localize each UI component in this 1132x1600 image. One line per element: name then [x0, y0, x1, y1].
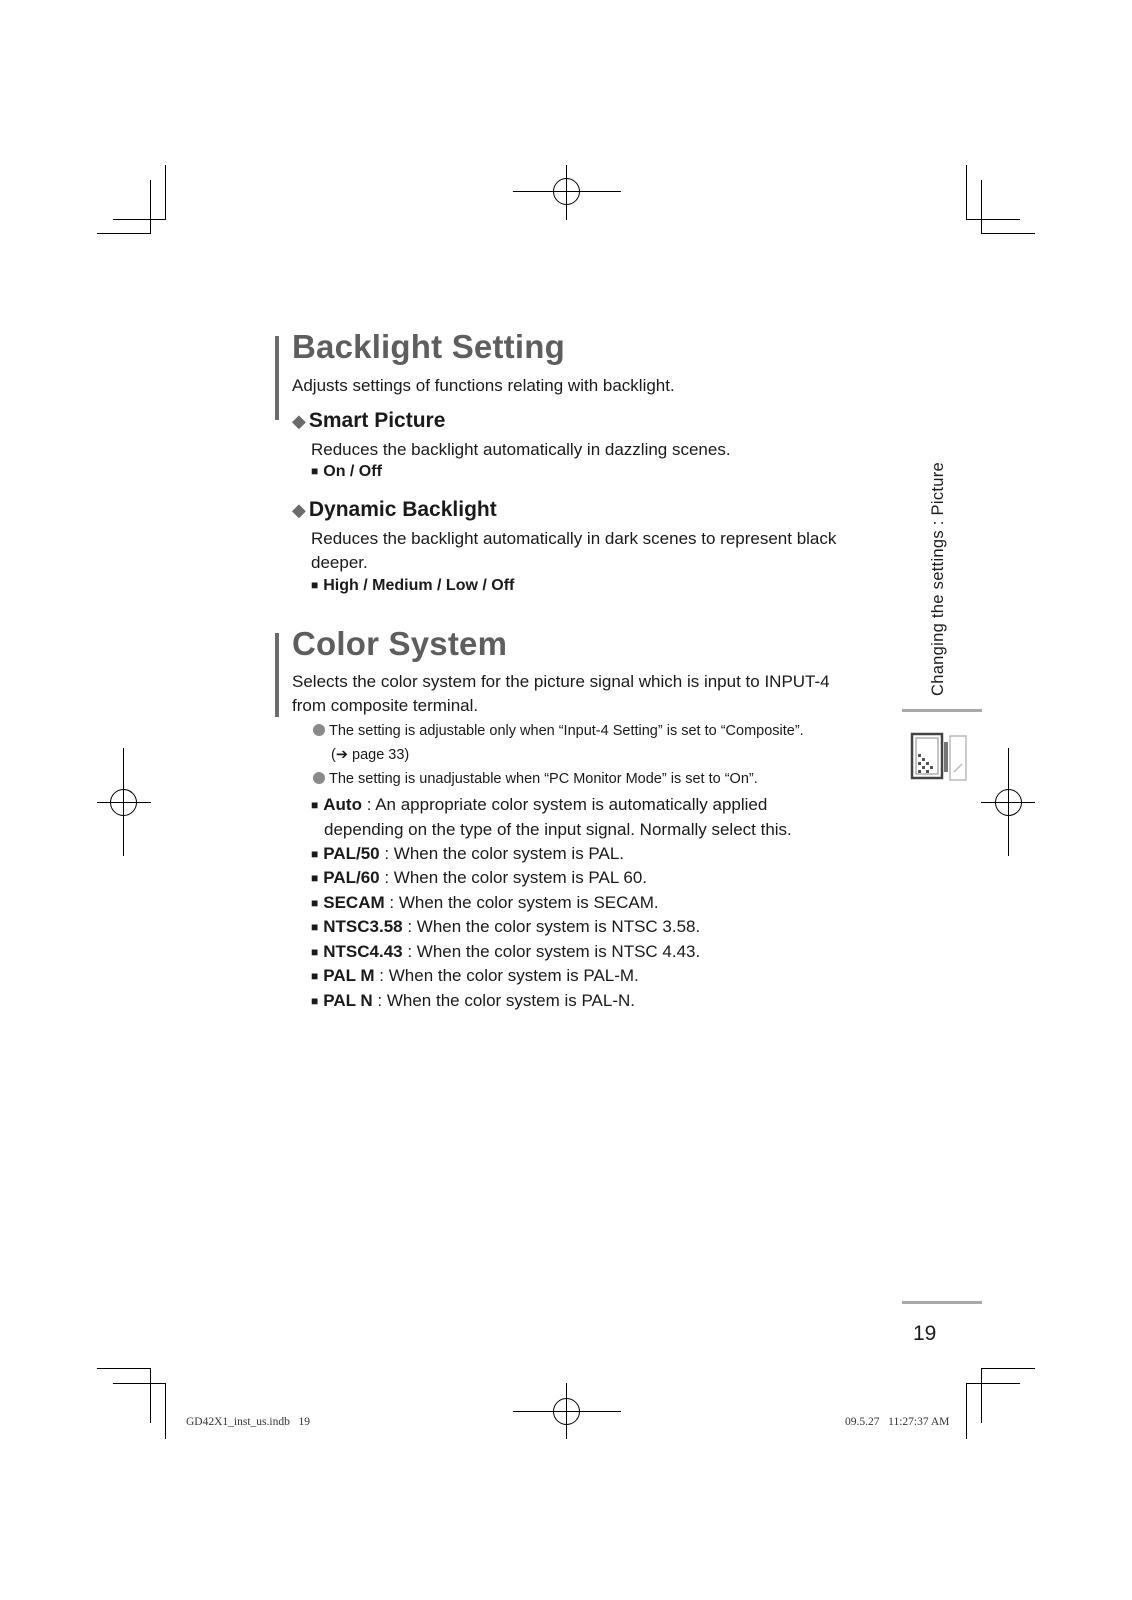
slug-file-name: GD42X1_inst_us.indb 19	[186, 1416, 310, 1428]
tv-picture-icon	[910, 732, 970, 782]
square-bullet-icon: ■	[311, 969, 319, 983]
list-item-auto: ■ Auto : An appropriate color system is automatically applied	[311, 795, 768, 814]
square-bullet-icon: ■	[311, 578, 319, 592]
note-1-ref: (➔ page 33)	[331, 747, 410, 763]
section-bar	[275, 336, 279, 420]
list-item: ■ NTSC4.43 : When the color system is NTSC 4.43.	[311, 942, 701, 961]
list-item: ■ NTSC3.58 : When the color system is NTSC 3.58.	[311, 917, 701, 936]
list-item: ■ PAL/60 : When the color system is PAL 60.	[311, 868, 648, 887]
smart-picture-options: ■ On / Off	[311, 463, 382, 480]
note-2: The setting is unadjustable when “PC Monitor Mode” is set to “On”.	[313, 768, 758, 790]
circle-note-icon	[313, 772, 325, 784]
side-tab-label: Changing the settings : Picture	[929, 461, 947, 696]
section-title-backlight: Backlight Setting	[292, 328, 565, 365]
list-item: ■ PAL/50 : When the color system is PAL.	[311, 844, 625, 863]
heading-dynamic-backlight: ◆ Dynamic Backlight	[292, 498, 497, 521]
square-bullet-icon: ■	[311, 798, 319, 812]
square-bullet-icon: ■	[311, 920, 319, 934]
square-bullet-icon: ■	[311, 847, 319, 861]
section-bar	[275, 633, 279, 717]
slug-timestamp: 09.5.27 11:27:37 AM	[845, 1416, 950, 1428]
diamond-icon: ◆	[292, 500, 306, 520]
list-item: ■ PAL N : When the color system is PAL-N.	[311, 991, 636, 1010]
diamond-icon: ◆	[292, 411, 306, 431]
page-number: 19	[913, 1322, 937, 1345]
square-bullet-icon: ■	[311, 994, 319, 1008]
list-item: ■ SECAM : When the color system is SECAM.	[311, 893, 659, 912]
color-system-intro-1: Selects the color system for the picture signal which is input to INPUT-4	[292, 672, 830, 691]
square-bullet-icon: ■	[311, 871, 319, 885]
dynamic-backlight-options: ■ High / Medium / Low / Off	[311, 577, 515, 594]
side-tab-rule	[902, 709, 982, 712]
list-item-auto-cont: depending on the type of the input signal. Normally select this.	[324, 820, 792, 839]
smart-picture-desc: Reduces the backlight automatically in dazzling scenes.	[311, 440, 731, 459]
square-bullet-icon: ■	[311, 896, 319, 910]
circle-note-icon	[313, 724, 325, 736]
section-intro-backlight: Adjusts settings of functions relating with backlight.	[292, 376, 675, 395]
dynamic-backlight-desc-2: deeper.	[311, 553, 368, 572]
section-title-color-system: Color System	[292, 625, 508, 662]
square-bullet-icon: ■	[311, 945, 319, 959]
square-bullet-icon: ■	[311, 464, 319, 478]
color-system-intro-2: from composite terminal.	[292, 696, 479, 715]
dynamic-backlight-desc-1: Reduces the backlight automatically in dark scenes to represent black	[311, 529, 837, 548]
list-item: ■ PAL M : When the color system is PAL-M.	[311, 966, 639, 985]
heading-smart-picture: ◆ Smart Picture	[292, 409, 446, 432]
note-1: The setting is adjustable only when “Input-4 Setting” is set to “Composite”.	[313, 720, 804, 742]
page-number-rule	[902, 1301, 982, 1304]
